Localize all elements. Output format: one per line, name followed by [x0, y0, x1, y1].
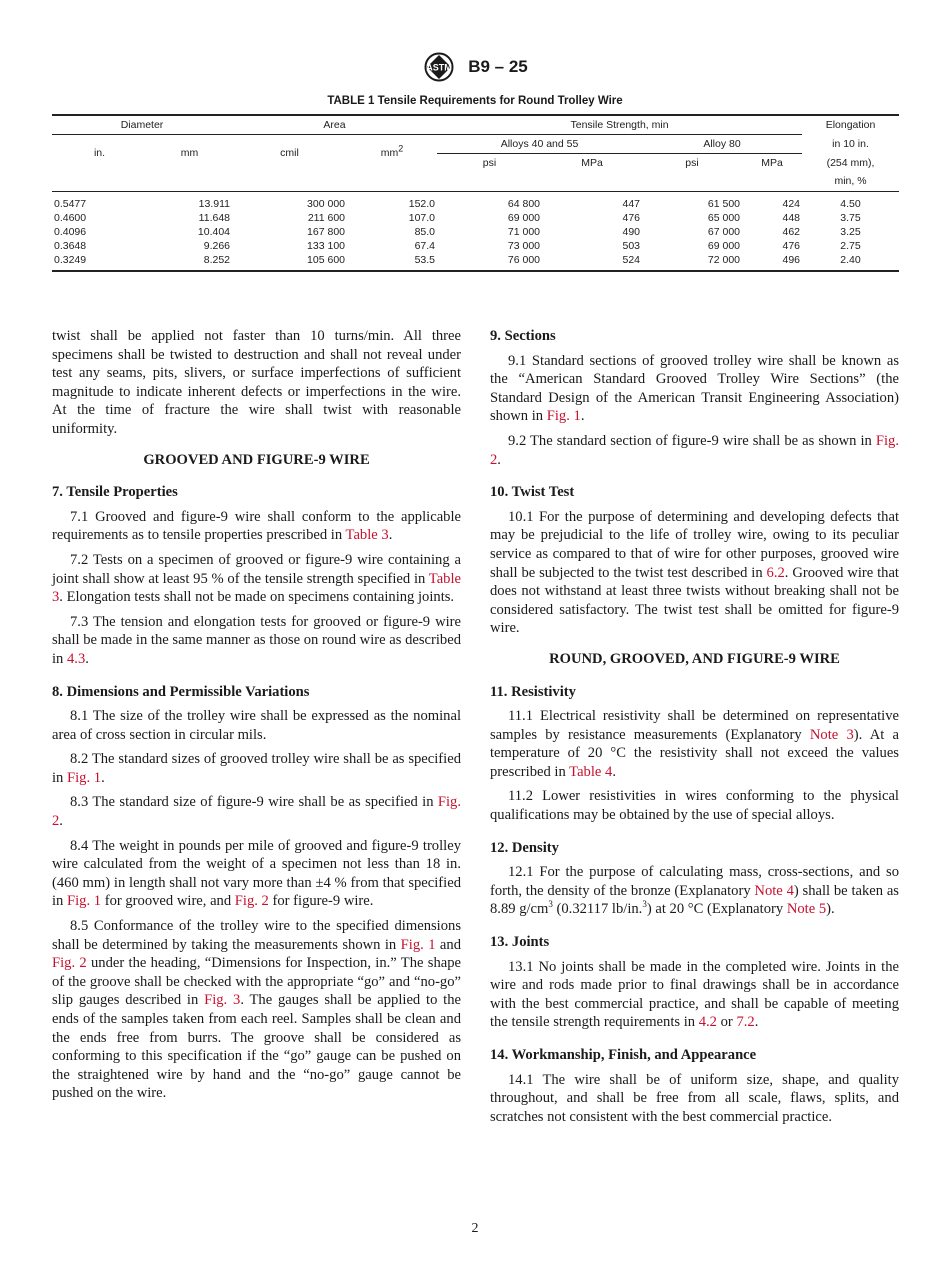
cell-elongation: 2.75	[840, 239, 861, 252]
cell-in: 0.3249	[52, 253, 147, 271]
link-fig-2[interactable]: Fig. 2	[52, 794, 461, 830]
link-fig-1[interactable]: Fig. 1	[67, 893, 102, 910]
part-heading-grooved: GROOVED AND FIGURE-9 WIRE	[143, 451, 370, 468]
text: .	[612, 763, 616, 780]
cell-mpa-b: 476	[782, 239, 801, 252]
header-tensile-strength: Tensile Strength, min	[437, 115, 802, 134]
cell-mm2: 152.0	[408, 197, 436, 210]
table-row	[52, 225, 899, 239]
cell-psi-a: 76 000	[437, 253, 542, 271]
cell-mpa-b: 424	[782, 197, 801, 210]
cell-psi-a: 69 000	[507, 211, 541, 224]
paragraph-12-1	[490, 863, 899, 919]
paragraph-8-3	[52, 793, 461, 830]
link-section-7-2[interactable]: 7.2	[736, 1014, 755, 1031]
text: .	[497, 451, 501, 468]
paragraph-7-2	[52, 551, 461, 607]
paragraph-13-1	[490, 958, 899, 1032]
cell-mm: 13.911	[198, 197, 231, 210]
text: ) shall be taken as 8.89 g/cm	[490, 882, 899, 918]
section-heading-7: 7. Tensile Properties	[52, 484, 178, 501]
text: .	[388, 527, 393, 544]
paragraph-8-5	[52, 917, 461, 1103]
link-table-3[interactable]: Table 3	[52, 570, 461, 606]
cell-mpa-a: 447	[622, 197, 641, 210]
cell-mm2: 85.0	[414, 225, 436, 238]
header-mpa-b: MPa	[761, 156, 783, 169]
right-column	[490, 327, 899, 1132]
text: ). At a temperature of 20 °C the resistivity shall not exceed the values prescribed in	[490, 726, 899, 780]
cell-mm: 10.404	[197, 225, 231, 238]
text: or	[716, 1014, 737, 1031]
cell-in: 0.5477	[54, 197, 87, 210]
link-fig-2[interactable]: Fig. 2	[490, 432, 899, 468]
header-cmil: cmil	[280, 147, 299, 160]
cell-mpa-b: 448	[782, 211, 801, 224]
cell-cmil: 133 100	[307, 239, 346, 252]
cell-mpa-a: 476	[622, 211, 641, 224]
paragraph-8-2	[52, 750, 461, 787]
cell-psi-a: 73 000	[507, 239, 541, 252]
text: 7.3 The tension and elongation tests for grooved or figure-9 wire shall be made in the same manner as those on round wire as described in	[52, 613, 461, 667]
text: .	[580, 408, 585, 425]
tensile-requirements-table	[52, 114, 899, 272]
link-fig-2[interactable]: Fig. 2	[52, 955, 87, 972]
link-fig-1[interactable]: Fig. 1	[400, 936, 436, 953]
section-heading-12: 12. Density	[490, 839, 559, 856]
left-column	[52, 327, 461, 1109]
cell-elongation: 3.25	[840, 225, 861, 238]
cell-psi-b: 65 000	[707, 211, 741, 224]
page-number: 2	[471, 1221, 479, 1236]
header-spacer	[52, 172, 802, 191]
cell-psi-b: 69 000	[707, 239, 741, 252]
text: 8.2 The standard sizes of grooved trolley wire shall be as specified in	[52, 751, 461, 786]
header-psi-b: psi	[685, 156, 699, 169]
header-mpa-a: MPa	[581, 156, 603, 169]
header-diameter: Diameter	[52, 115, 232, 134]
text: 10.1 For the purpose of determining and developing defects that may be prejudicial to the life of trolley wire, owing to its peculiar service as compared to that of wire for other purposes, grooved wire shall be subjected to the twist test described in	[490, 508, 899, 581]
astm-logo-icon	[422, 52, 456, 82]
header-mm2-sup: 2	[398, 143, 404, 154]
header-mm: mm	[180, 147, 199, 160]
paragraph-11-2: 11.2 Lower resistivities in wires conforming to the physical qualifications may be obtained by the use of special alloys.	[490, 788, 899, 824]
text: 7.1 Grooved and figure-9 wire shall conform to the applicable requirements as to tensile properties prescribed in	[52, 508, 461, 544]
text: under the heading, “Dimensions for Inspection, in.” The shape of the groove shall be checked with the appropriate “go” and “no-go” slip gauges described in	[52, 955, 461, 1009]
paragraph-11-1	[490, 707, 899, 781]
link-note-4[interactable]: Note 4	[754, 882, 794, 899]
cell-mm: 9.266	[203, 239, 231, 252]
header-alloys-40-55: Alloys 40 and 55	[437, 134, 642, 153]
cell-in: 0.4096	[54, 225, 87, 238]
header-elongation-4: min, %	[802, 172, 899, 191]
header-mm2	[347, 134, 437, 172]
table-title: TABLE 1 Tensile Requirements for Round Trolley Wire	[327, 95, 623, 107]
section-heading-11: 11. Resistivity	[490, 683, 576, 700]
cell-mpa-a: 490	[622, 225, 641, 238]
header-alloy-80: Alloy 80	[642, 134, 802, 153]
text: . Elongation tests shall not be made on specimens containing joints.	[59, 589, 455, 606]
text: .	[59, 813, 63, 830]
text: 11.1 Electrical resistivity shall be determined on representative samples by resistance measurements (Explanatory	[490, 708, 899, 743]
table-row	[52, 191, 899, 211]
cell-mpa-a: 524	[542, 253, 642, 271]
text: 9.1 Standard sections of grooved trolley wire shall be known as the “American Standard Grooved Trolley Wire Sections” (the Standard Design of the American Transit Engineering Association) shown in	[490, 352, 899, 425]
header-elongation: Elongation	[802, 115, 899, 134]
text: . Grooved wire that does not withstand at least three twists without breaking shall not be considered satisfactory. The twist test shall be omitted for figure-9 wire.	[490, 564, 899, 637]
link-fig-3[interactable]: Fig. 3	[204, 992, 241, 1009]
cell-cmil: 300 000	[307, 197, 346, 210]
cell-cmil: 105 600	[232, 253, 347, 271]
paragraph-9-1	[490, 352, 899, 426]
header-psi-a: psi	[482, 156, 497, 169]
part-heading-round: ROUND, GROOVED, AND FIGURE-9 WIRE	[549, 650, 840, 667]
paragraph-8-1: 8.1 The size of the trolley wire shall be expressed as the nominal area of cross section in circular mils.	[52, 708, 461, 743]
cell-psi-a: 64 800	[507, 197, 541, 210]
text: . The gauges shall be applied to the ends of the samples taken from each reel. Samples shall be clean and the ends free from burrs. The groove shall be considered as conforming to this specification if the “go” gauge can be pushed on the straightened wire by hand and the “no-go” gauge cannot be pushed on the wire.	[52, 992, 461, 1102]
text: .	[754, 1014, 759, 1031]
cell-in: 0.3648	[54, 239, 87, 252]
paragraph-14-1: 14.1 The wire shall be of uniform size, shape, and quality throughout, and shall be free from all scale, flaws, splits, and scratches not consistent with the best commercial practice.	[490, 1071, 899, 1125]
paragraph-7-1	[52, 508, 461, 545]
document-id: B9 – 25	[468, 57, 528, 76]
cell-psi-b: 67 000	[707, 225, 741, 238]
link-section-4-3[interactable]: 4.3	[67, 650, 86, 667]
cell-mpa-a: 503	[622, 239, 641, 252]
superscript: 3	[642, 899, 647, 910]
link-table-4[interactable]: Table 4	[569, 763, 613, 780]
text: ).	[826, 901, 835, 918]
paragraph-8-4	[52, 837, 461, 911]
text: 9.2 The standard section of figure-9 wire shall be as shown in	[508, 432, 876, 449]
cell-psi-a: 71 000	[507, 225, 541, 238]
text: 8.3 The standard size of figure-9 wire shall be as specified in	[70, 794, 438, 811]
table-row	[52, 239, 899, 253]
svg-text:ASTM: ASTM	[426, 62, 452, 73]
text: and	[435, 936, 461, 953]
text: 7.2 Tests on a specimen of grooved or figure-9 wire containing a joint shall show at least 95 % of the tensile strength specified in	[52, 551, 461, 587]
cell-mm: 8.252	[147, 253, 232, 271]
section-heading-8: 8. Dimensions and Permissible Variations	[52, 683, 310, 700]
link-section-6-2[interactable]: 6.2	[766, 564, 785, 581]
text: .	[85, 650, 89, 667]
cell-cmil: 167 800	[307, 225, 346, 238]
text: (0.32117 lb/in.	[552, 901, 643, 918]
cell-mpa-b: 496	[742, 253, 802, 271]
section-heading-9: 9. Sections	[490, 328, 556, 344]
table-row	[52, 253, 899, 271]
section-heading-13: 13. Joints	[490, 934, 550, 951]
cell-cmil: 211 600	[307, 211, 346, 224]
cell-psi-b: 72 000	[642, 253, 742, 271]
header-elongation-3: (254 mm),	[826, 156, 875, 169]
paragraph-9-2	[490, 432, 899, 469]
link-fig-1[interactable]: Fig. 1	[546, 408, 581, 425]
text: for figure-9 wire.	[268, 893, 374, 910]
link-section-4-2[interactable]: 4.2	[698, 1014, 717, 1031]
section-heading-14: 14. Workmanship, Finish, and Appearance	[490, 1047, 757, 1063]
cell-mm: 11.648	[198, 211, 231, 224]
cell-mpa-b: 462	[782, 225, 801, 238]
link-fig-2[interactable]: Fig. 2	[234, 893, 269, 910]
text: 8.4 The weight in pounds per mile of grooved and figure-9 trolley wire calculated from the weight of a specimen not less than 18 in. (460 mm) in length shall not vary more than ±4 % from that specified in	[52, 837, 461, 910]
paragraph-10-1	[490, 508, 899, 638]
link-fig-1[interactable]: Fig. 1	[67, 769, 102, 786]
paragraph-7-3	[52, 613, 461, 669]
text: for grooved wire, and	[101, 893, 235, 910]
text: .	[101, 769, 105, 786]
cell-psi-b: 61 500	[707, 197, 741, 210]
text: ) at 20 °C (Explanatory	[646, 901, 787, 918]
cell-elongation: 3.75	[840, 211, 861, 224]
header-elongation-2: in 10 in.	[832, 137, 869, 150]
page-header	[0, 52, 950, 82]
link-note-3[interactable]: Note 3	[809, 726, 854, 743]
cell-elongation: 2.40	[802, 253, 899, 271]
paragraph-twist-continued: twist shall be applied not faster than 10 turns/min. All three specimens shall be twisted to destruction and shall not reveal under test any seams, pits, slivers, or surface imperfections of sufficient magnitude to indicate inherent defects or imperfections in the wire. At the time of fracture the wire shall twist with reasonable uniformity.	[52, 328, 461, 437]
section-heading-10: 10. Twist Test	[490, 484, 575, 501]
link-table-3[interactable]: Table 3	[345, 527, 389, 544]
cell-mm2: 67.4	[414, 239, 436, 252]
cell-elongation: 4.50	[840, 197, 861, 210]
header-in: in.	[93, 147, 106, 160]
text: 12.1 For the purpose of calculating mass, cross-sections, and so forth, the density of the bronze (Explanatory	[490, 864, 899, 899]
superscript: 3	[548, 899, 553, 910]
text: 8.5 Conformance of the trolley wire to the specified dimensions shall be determined by taking the measurements shown in	[52, 918, 461, 953]
table-row	[52, 211, 899, 225]
header-mm2-base: mm	[380, 147, 399, 160]
header-area: Area	[232, 115, 437, 134]
cell-mm2: 53.5	[347, 253, 437, 271]
cell-mm2: 107.0	[408, 211, 436, 224]
cell-in: 0.4600	[54, 211, 87, 224]
link-note-5[interactable]: Note 5	[786, 901, 827, 918]
text: 13.1 No joints shall be made in the completed wire. Joints in the wire and rods made prior to final drawings shall be in accordance with the best commercial practice, and shall be capable of meeting the tensile strength requirements in	[490, 958, 899, 1031]
